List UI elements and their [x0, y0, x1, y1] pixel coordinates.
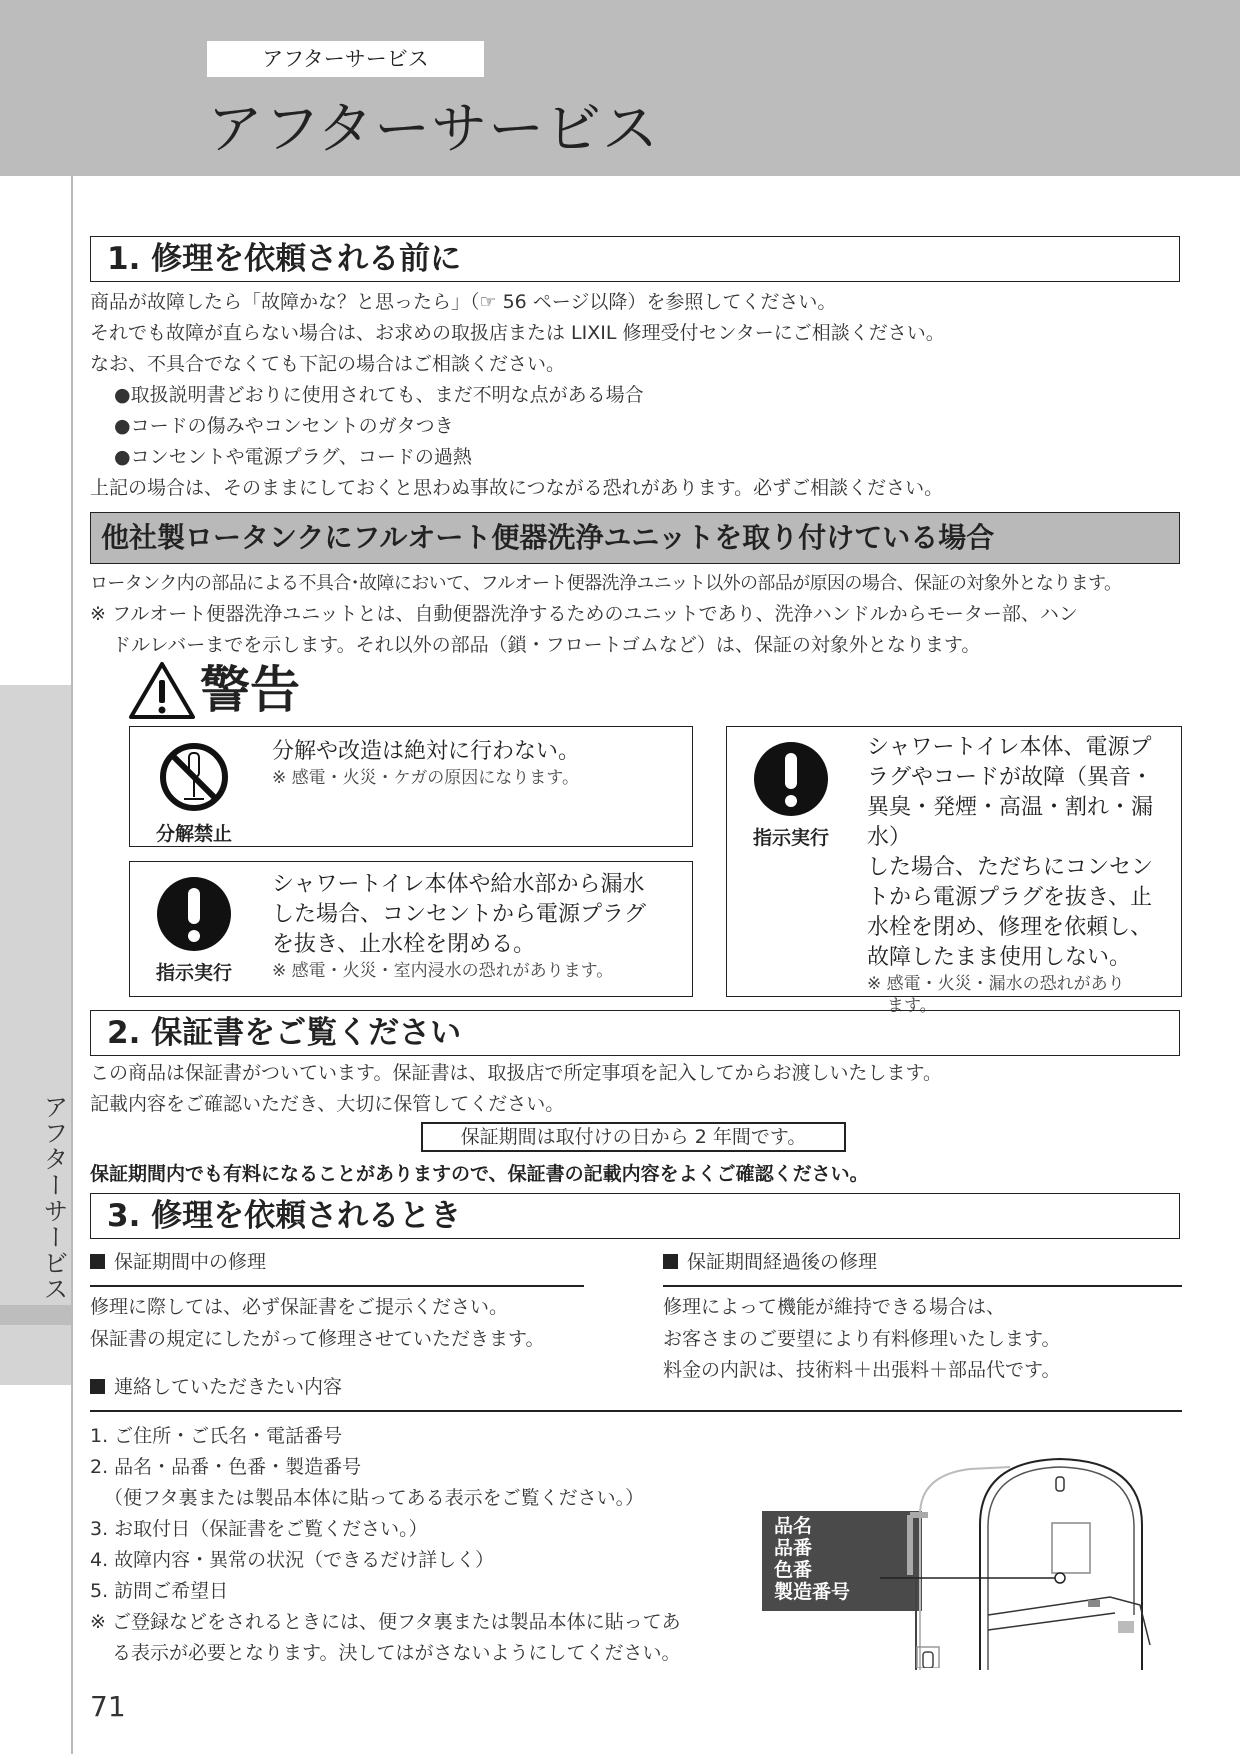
label-item: 色番	[774, 1559, 813, 1581]
section2-heading: 2. 保証書をご覧ください	[90, 1010, 1180, 1056]
divider	[90, 1410, 1182, 1412]
contact-note: ※ ご登録などをされるときには、便フタ裏または製品本体に貼ってあ	[90, 1611, 681, 1633]
warning-main-text: トから電源プラグを抜き、止	[867, 885, 1153, 910]
contact-item: （便フタ裏または製品本体に貼ってある表示をご覧ください。）	[104, 1487, 645, 1509]
warning-main-text: シャワートイレ本体、電源プ	[867, 735, 1152, 760]
square-bullet-icon	[663, 1254, 678, 1269]
subhead-label: 保証期間経過後の修理	[687, 1251, 878, 1273]
contact-item: 3. お取付日（保証書をご覧ください。）	[90, 1518, 428, 1540]
warning-label: 警告	[200, 661, 300, 719]
chapter-tag: アフターサービス	[207, 41, 484, 77]
during-warranty-text: 修理に際しては、必ず保証書をご提示ください。	[90, 1296, 509, 1318]
side-tab-marker	[0, 1305, 71, 1325]
outlet-illustration	[916, 1646, 940, 1668]
mandatory-action-icon	[156, 876, 232, 952]
warning-box-disassembly	[129, 726, 693, 847]
contact-item: 2. 品名・品番・色番・製造番号	[90, 1456, 362, 1478]
warning-main-text: 故障したまま使用しない。	[867, 945, 1132, 970]
subhead-during-warranty	[90, 1247, 266, 1277]
label-item: 品名	[774, 1515, 813, 1537]
after-warranty-text: 修理によって機能が維持できる場合は、	[663, 1296, 1006, 1318]
icon-caption: 指示実行	[752, 827, 829, 849]
label-item: 製造番号	[774, 1581, 851, 1603]
section1-closing: 上記の場合は、そのままにしておくと思わぬ事故につながる恐れがあります。必ずご相談ください。	[90, 477, 944, 499]
bullet-item: ●コードの傷みやコンセントのガタつき	[114, 415, 454, 437]
after-warranty-text: 料金の内訳は、技術料＋出張料＋部品代です。	[663, 1359, 1061, 1381]
warning-main-text: 水栓を閉め、修理を依頼し、	[867, 915, 1153, 940]
section1-text: 商品が故障したら「故障かな？と思ったら」（☞ 56 ページ以降）を参照してください。	[90, 291, 837, 313]
after-warranty-text: お客さまのご要望により有料修理いたします。	[663, 1328, 1061, 1350]
warning-main-text: 分解や改造は絶対に行わない。	[272, 739, 581, 764]
section2-text: この商品は保証書がついています。保証書は、取扱店で所定事項を記入してからお渡しいたします。	[90, 1062, 942, 1084]
subhead-label: 保証期間中の修理	[114, 1251, 267, 1273]
square-bullet-icon	[90, 1379, 105, 1394]
warning-triangle-icon	[128, 660, 196, 720]
side-tab-label: アフターサービス	[40, 1094, 69, 1302]
page-title: アフターサービス	[207, 97, 660, 162]
warning-main-text: した場合、ただちにコンセン	[867, 855, 1154, 880]
left-margin-rule	[71, 176, 73, 1754]
other-tank-heading: 他社製ロータンクにフルオート便器洗浄ユニットを取り付けている場合	[90, 512, 1180, 564]
warning-main-text: 異臭・発煙・高温・割れ・漏水）	[867, 795, 1154, 850]
subhead-after-warranty	[663, 1247, 877, 1277]
icon-caption: 分解禁止	[155, 823, 232, 845]
contact-item: 4. 故障内容・異常の状況（できるだけ詳しく）	[90, 1549, 495, 1571]
bullet-item: ●コンセントや電源プラグ、コードの過熱	[114, 446, 472, 468]
mandatory-action-icon	[753, 741, 829, 817]
section3-heading: 3. 修理を依頼されるとき	[90, 1193, 1180, 1239]
toilet-illustration	[880, 1455, 1185, 1670]
divider	[90, 1285, 584, 1287]
warning-main-text: を抜き、止水栓を閉める。	[272, 932, 536, 957]
contact-note: る表示が必要となります。決してはがさないようにしてください。	[112, 1642, 681, 1664]
bullet-item: ●取扱説明書どおりに使用されても、まだ不明な点がある場合	[114, 384, 644, 406]
no-disassembly-icon	[158, 741, 230, 813]
section1-heading: 1. 修理を依頼される前に	[90, 236, 1180, 282]
warning-main-text: ラグやコードが故障（異音・	[867, 765, 1154, 790]
other-tank-note: ドルレバーまでを示します。それ以外の部品（鎖・フロートゴムなど）は、保証の対象外となります。	[112, 634, 981, 656]
other-tank-text: ロータンク内の部品による不具合･故障において、フルオート便器洗浄ユニット以外の部品が原因の場合、保証の対象外となります。	[90, 573, 1122, 594]
warning-box-leak	[129, 861, 693, 997]
contact-item: 1. ご住所・ご氏名・電話番号	[90, 1425, 343, 1447]
square-bullet-icon	[90, 1254, 105, 1269]
icon-caption: 指示実行	[155, 962, 232, 984]
label-item: 品番	[774, 1537, 813, 1559]
warranty-bold-note: 保証期間内でも有料になることがありますので、保証書の記載内容をよくご確認ください。	[90, 1163, 869, 1185]
contact-item: 5. 訪問ご希望日	[90, 1580, 229, 1602]
warning-note: ※ 感電・火災・室内浸水の恐れがあります。	[272, 961, 614, 981]
section1-text: なお、不具合でなくても下記の場合はご相談ください。	[90, 353, 566, 375]
warning-title	[128, 660, 300, 720]
warning-box-malfunction	[726, 726, 1182, 1016]
other-tank-note: ※ フルオート便器洗浄ユニットとは、自動便器洗浄するためのユニットであり、洗浄ハンドルからモーター部、ハン	[90, 603, 1078, 625]
warranty-period-box: 保証期間は取付けの日から 2 年間です。	[421, 1122, 846, 1152]
section2-text: 記載内容をご確認いただき、大切に保管してください。	[90, 1093, 565, 1115]
subhead-contact-info	[90, 1372, 342, 1402]
section1-text: それでも故障が直らない場合は、お求めの取扱店または LIXIL 修理受付センターにご相談ください。	[90, 322, 945, 344]
warning-note: ※ 感電・火災・ケガの原因になります。	[272, 768, 579, 788]
divider	[663, 1285, 1182, 1287]
subhead-label: 連絡していただきたい内容	[114, 1376, 343, 1398]
warning-main-text: した場合、コンセントから電源プラグ	[272, 902, 647, 927]
during-warranty-text: 保証書の規定にしたがって修理させていただきます。	[90, 1328, 545, 1350]
page-number: 71	[90, 1690, 126, 1723]
warning-note: ※ 感電・火災・漏水の恐れがあり	[867, 974, 1125, 994]
warning-note: ます。	[887, 996, 937, 1016]
warning-main-text: シャワートイレ本体や給水部から漏水	[272, 872, 645, 897]
